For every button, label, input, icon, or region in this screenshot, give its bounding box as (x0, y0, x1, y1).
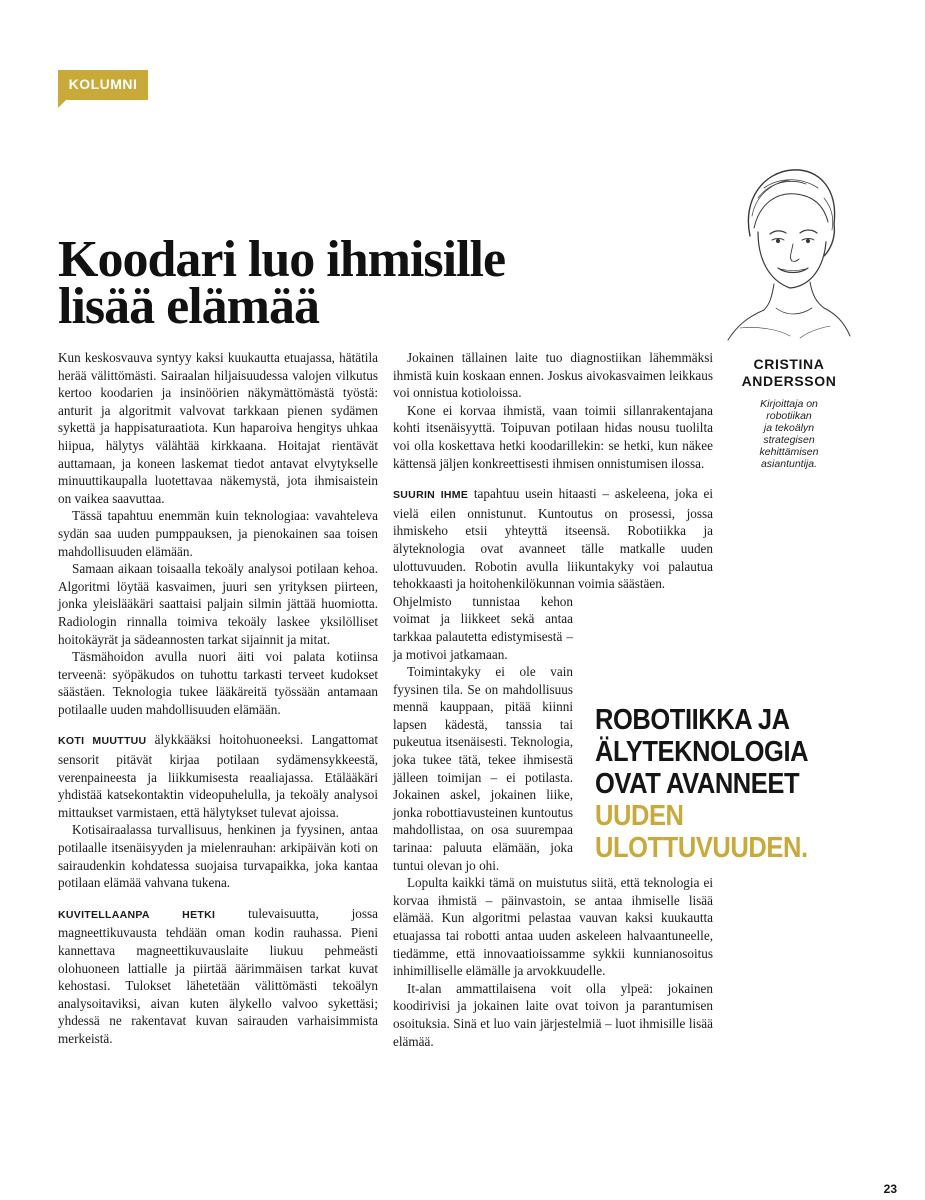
body-paragraph (58, 731, 378, 821)
section-tag (58, 70, 148, 100)
section-tag-label: KOLUMNI (68, 76, 138, 92)
author-last-name: ANDERSSON (741, 373, 837, 389)
pull-quote-line: ÄLYTEKNOLOGIA (595, 736, 809, 768)
page-number: 23 (883, 1182, 897, 1196)
author-box (700, 356, 878, 470)
body-paragraph: Tässä tapahtuu enemmän kuin teknologiaa: vavahteleva sydän saa uuden pumppauksen, ja pienokainen saa toisen mahdollisuuden elämään. (58, 508, 378, 559)
body-paragraph: Lopulta kaikki tämä on muistutus siitä, että teknologia ei korvaa ihmistä – päinvastoin, se antaa ihmiselle lisää elämää. Kun algoritmi pelastaa vauvan kaksi kuukautta etuajassa tai robotti antaa uuden askeleen halvaantuneelle, tiedämme, että innovaatioissamme sykkii kunnianosoitus inhimilliselle elämälle ja arvokkuudelle. (393, 875, 713, 979)
body-paragraph (393, 485, 713, 593)
pull-quote (595, 704, 850, 864)
run-in-heading: KUVITELLAANPA HETKI (58, 908, 216, 921)
article-column-1 (58, 349, 378, 1048)
pull-quote-highlight: UUDEN (595, 800, 684, 832)
pull-quote-highlight: ULOTTUVUUDEN. (595, 832, 808, 864)
body-paragraph: Jokainen tällainen laite tuo diagnostiikan lähemmäksi ihmistä kuin koskaan ennen. Joskus aivokasvaimen leikkaus voi onnistua kotioloissa. (393, 350, 713, 401)
section-tag-notch (58, 100, 66, 108)
headline-line-1: Koodari luo ihmisille (58, 231, 506, 288)
body-paragraph: Kotisairaalassa turvallisuus, henkinen ja fyysinen, antaa potilaalle itsenäisyyden ja mielenrauhan: arkipäivän koti on sairaudenkin kohdatessa suojaisa turvapaikka, joka kantaa potilaan elämää vahvana tukena. (58, 822, 378, 891)
author-desc-line: kehittämisen (759, 446, 819, 458)
run-in-heading: KOTI MUUTTUU (58, 735, 147, 748)
pull-quote-line: OVAT AVANNEET (595, 768, 800, 800)
paragraph-text: tulevaisuutta, jossa magneettikuvausta tehdään oman kodin rauhassa. Pieni kannettava magneettikuvauslaite liukuu pehmeästi olohuoneen lattialle ja piirtää äärimmäisen tarkat kuvat kehostasi. Tulokset lähetetään välittömästi tekoälyn analysoitaviksi, aivan kuten älykello valvoo sykettäsi; yhdessä ne rakentavat kuvan sairauden varhaisimmista merkeistä. (58, 905, 378, 1046)
body-paragraph: Samaan aikaan toisaalla tekoäly analysoi potilaan kehoa. Algoritmi löytää kasvaimen, juuri sen yrityksen piirteen, jonka yleislääkäri saattaisi paljain silmin jättää huomiotta. Radiologin rinnalla toimiva tekoäly laskee yksilölliset hoitokäyrät ja sädeannosten tarkat sijainnit ja mitat. (58, 561, 378, 647)
author-name (700, 356, 878, 390)
author-first-name: CRISTINA (753, 356, 825, 372)
author-desc-line: ja tekoälyn (763, 422, 815, 434)
run-in-heading: SUURIN IHME (393, 489, 469, 502)
pull-quote-line: ROBOTIIKKA JA (595, 704, 790, 736)
headline-line-2: lisää elämää (58, 278, 319, 335)
paragraph-text: tapahtuu usein hitaasti – askeleena, joka ei vielä eilen onnistunut. Kuntoutus on prosessi, jossa ihmiskeho etsii yhteyttä itseensä. Robotiikka ja älyteknologia ovat avanneet tälle matkalle uuden ulottuvuuden. Robotin avulla liikuntakyky voi palautua tehokkaasti ja hoitohenkilökunnan voimia säästäen. (393, 486, 713, 592)
paragraph-text: älykkääksi hoitohuoneeksi. Langattomat sensorit pitävät kirjaa potilaan sydämensykkeestä, verenpaineesta ja liikkumisesta reaaliajassa. Etälääkäri yhdistää katsekontaktin videopuhelulla, ja tekoäly analysoi mittaukset varmistaen, että hälytykset tulevat ajoissa. (58, 732, 378, 820)
body-paragraph: Kun keskosvauva syntyy kaksi kuukautta etuajassa, hätätila herää välittömästi. Sairaalan hiljaisuudessa valojen vilkutus kertoo koodarien ja insinöörien näkymättömästä työstä: anturit ja algoritmit valvovat tarkkaan pienen sydämen sykettä ja happisaturaatiota. Kun haparoiva hengitys uhkaa hiipua, hälytys välähtää kirkkaana. Hoitajat rientävät auttamaan, ja koneen laskemat tiedot antavat elvytykselle minuuttikaupalla luotettavaa näkemystä, jota ihmisaistein on vaikea saavuttaa. (58, 350, 378, 506)
author-portrait (720, 158, 852, 343)
author-desc-line: asiantuntija. (760, 458, 818, 470)
body-paragraph: It-alan ammattilaisena voit olla ylpeä: jokainen koodirivisi ja jokainen laite ovat toivon ja parantumisen osoituksia. Sinä et luo vain järjestelmiä – luot ihmisille lisää elämää. (393, 980, 713, 1049)
body-paragraph: Täsmähoidon avulla nuori äiti voi palata kotiinsa terveenä: syöpäkudos on tuhottu tarkasti terveet kudokset säästäen. Teknologia tukee lääkäreitä työssään antamaan potilaalle uuden mahdollisuuden elämään. (58, 649, 378, 717)
article-headline (58, 231, 698, 335)
body-paragraph (58, 905, 378, 1048)
author-desc-line: Kirjoittaja on (760, 398, 818, 410)
author-desc-line: strategisen (763, 434, 815, 446)
author-description (700, 398, 878, 470)
body-paragraph: Kone ei korvaa ihmistä, vaan toimii sillanrakentajana kohti itsenäisyyttä. Toipuvan potilaan hidas nousu tuolilta voi olla koskettava hetki koodarillekin: se hetki, kun näkee kättensä jäljen konkreettisesti ihmisen onnistumisen ilossa. (393, 402, 713, 471)
body-paragraph: Ohjelmisto tunnistaa kehon voimat ja liikkeet sekä antaa tarkkaa palautetta edistymisestä – ja motivoi jatkamaan. (393, 593, 573, 662)
body-paragraph: Toimintakyky ei ole vain fyysinen tila. Se on mahdollisuus mennä kauppaan, pitää kiinni lapsen kädestä, tanssia tai pukeutua itsenäisesti. Teknologia, joka tukee tätä, tekee ihmisestä jälleen toimijan – ei potilasta. Jokainen askel, jokainen liike, jonka robottiavusteinen kuntoutus mahdollistaa, on osa suurempaa tarinaa: paluuta elämään, joka tuntui olevan jo ohi. (393, 664, 573, 873)
author-desc-line: robotiikan (766, 410, 812, 422)
article-column-2 (393, 349, 713, 1050)
